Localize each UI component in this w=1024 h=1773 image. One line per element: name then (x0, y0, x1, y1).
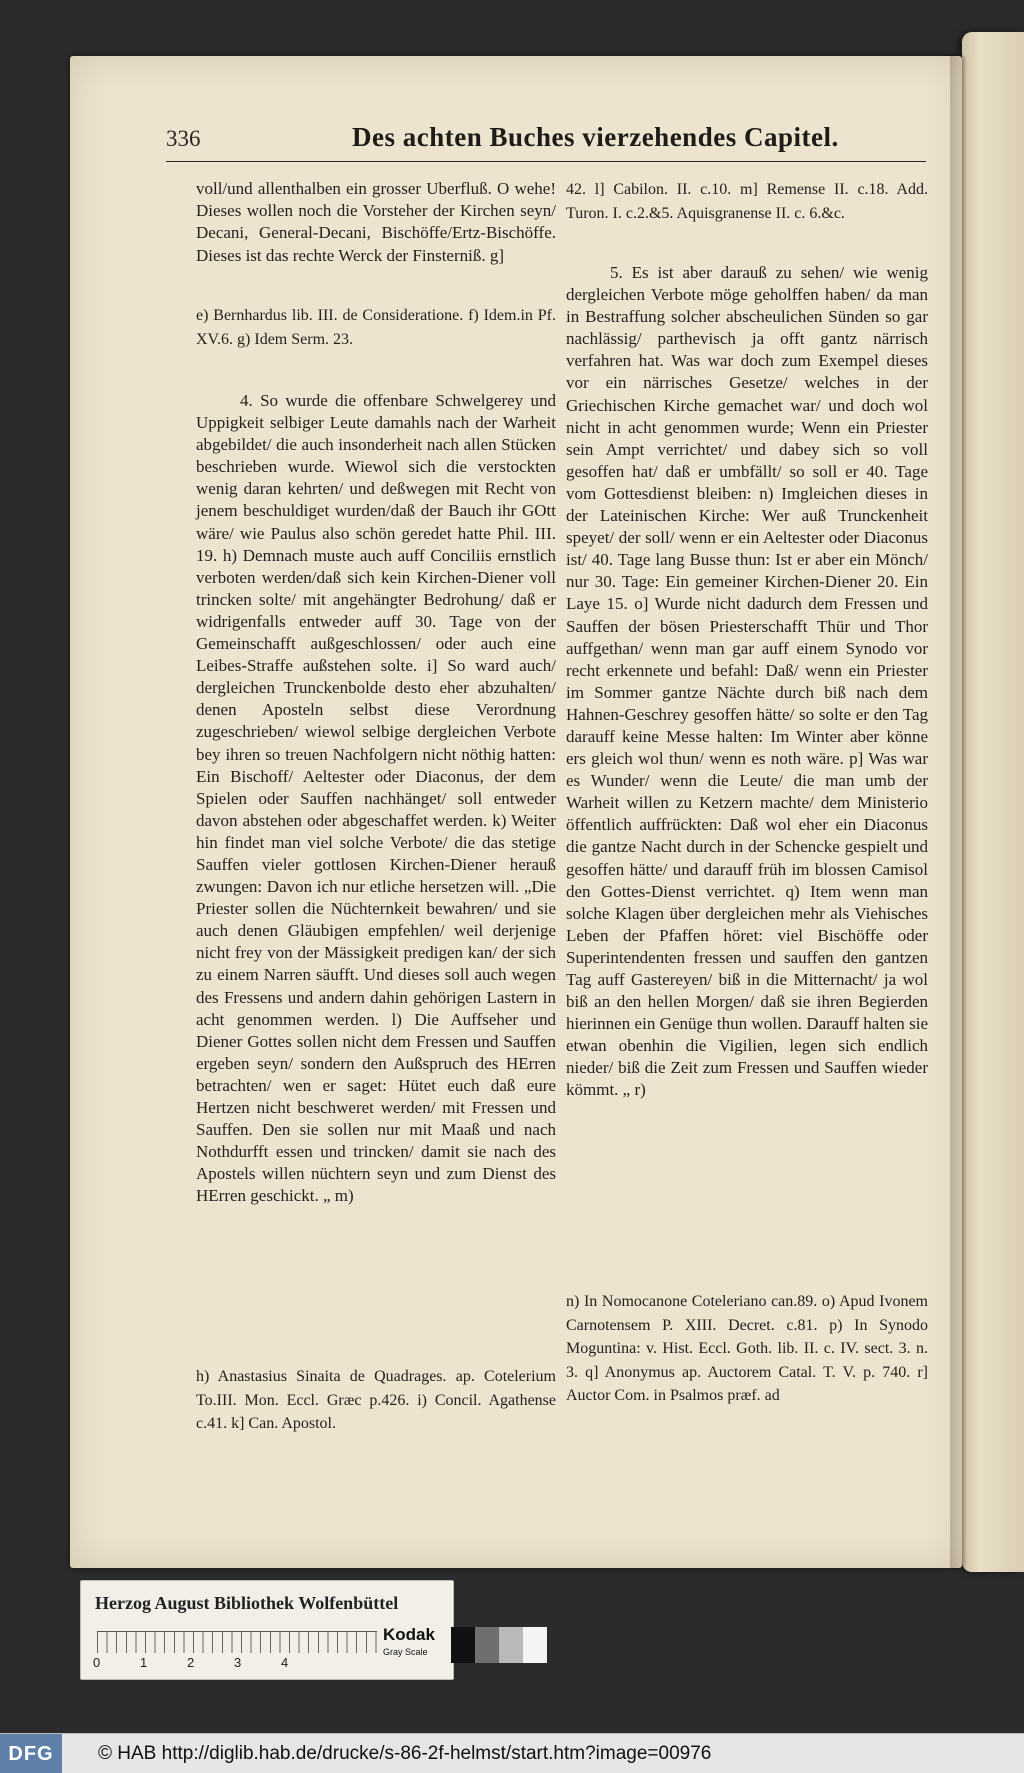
right-footnotes-top: 42. l] Cabilon. II. c.10. m] Remense II. c.18. Add. Turon. I. c.2.&5. Aquisgranense II. c. 6.&c. (566, 181, 928, 222)
right-paragraph-main: 5. Es ist aber darauß zu sehen/ wie wenig dergleichen Verbote möge geholffen haben/ da man in Bestraffung solcher abscheulichen Sünden so gar nachlässig/ parthevisch ja offt gantz närrisch verfahren hat. Was war doch zum Exempel dieses vor ein närrisches Gesetze/ welches in der Griechischen Kirche gemachet war/ und doch wol nicht in acht genommen wurde; Wenn ein Priester sein Ampt verrichtet/ und dabey sich so voll gesoffen hat/ daß er umbfällt/ so soll er 40. Tage vom Gottesdienst bleiben: n) Imgleichen dieses in der Lateinischen Kirche: Wer auß Trunckenheit speyet/ der soll/ wenn er ein Aeltester oder Diaconus ist/ 40. Tage lang Busse thun: Ist er aber ein Mönch/ nur 30. Tage: Ein gemeiner Kirchen-Diener 20. Ein Laye 15. o] Wurde nicht dadurch dem Fressen und Sauffen der bösen Priesterschafft Thür und Thor auffgethan/ wenn man gar auff einem Synodo vor recht erkennete und befahl: Daß/ wenn ein Priester im Sommer gantze Nächte durch biß nach dem Hahnen-Geschrey gesoffen hätte/ so solte er den Tag darauff keine Messe halten: Im Winter aber könne ers gleich wol thun/ wenn es noth wäre. p] Was war es Wunder/ wenn die Leute/ die man umb der Warheit willen zu Ketzern machte/ dem Ministerio öffentlich auffrückten: Daß wol eher ein Diaconus die gantze Nacht durch in der Schencke gespielt und gesoffen hätte/ und darauff früh im blossen Camisol den Gottes-Dienst verrichtet. q) Item wenn man solche Klagen über dergleichen mehr als Viehisches Leben der Pfaffen höret: viel Bischöffe oder Superintendenten fressen und sauffen den gantzen Tag auff Gastereyen/ biß in die Mitternacht/ ja wol biß an den hellen Morgen/ daß sie ihren Begierden hierinnen ein Genüge thun wollen. Darauff halten sie etwan obenhin die Vigilien, legen sich endlich nieder/ biß die Zeit zum Fressen und Sauffen wieder kömmt. „ r) (566, 263, 928, 1100)
viewer-footer (0, 1733, 1024, 1773)
page-header (166, 122, 926, 162)
ruler-number: 4 (281, 1655, 289, 1670)
gray-swatch (451, 1627, 475, 1663)
page-number: 336 (166, 126, 201, 151)
source-link[interactable]: © HAB http://diglib.hab.de/drucke/s-86-2f-helmst/start.htm?image=00976 (98, 1743, 712, 1764)
ruler-numbers (93, 1655, 383, 1673)
ruler-number: 3 (234, 1655, 242, 1670)
left-footnotes-bottom: h) Anastasius Sinaita de Quadrages. ap. Cotelerium To.III. Mon. Eccl. Græc p.426. i) Concil. Agathense c.41. k] Can. Apostol. (196, 1368, 556, 1432)
running-title: Des achten Buches vierzehendes Capitel. (352, 122, 839, 152)
library-name: Herzog August Bibliothek Wolfenbüttel (95, 1593, 399, 1613)
ruler-number: 1 (140, 1655, 148, 1670)
left-paragraph-main: 4. So wurde die offenbare Schwelgerey und Uppigkeit selbiger Leute damahls nach der Warheit abgebildet/ die auch insonderheit nach allen Stücken beschrieben wurde. Wiewol sich die verstockten wenig daran kehrten/ und deßwegen mit Recht von jenem beschuldiget wurden/daß der Bauch ihr GOtt wäre/ wie Paulus also schön geredet hatte Phil. III. 19. h) Demnach muste auch auff Conciliis ernstlich verboten werden/daß sich kein Kirchen-Diener voll trincken solte/ mit angehängter Bedrohung/ daß er widrigenfalls entweder auff 30. Tage von der Gemeinschafft außgeschlossen/ oder auch eine Leibes-Straffe außstehen solte. i] So ward auch/ dergleichen Trunckenbolde desto eher abzuhalten/ denen Aposteln selbst diese Verordnung zugeschrieben/ wiewol selbige dergleichen Verbote bey ihren so treuen Nachfolgern nicht nöthig hatten: Ein Bischoff/ Aeltester oder Diaconus, der dem Spielen oder Sauffen nachhänget/ soll entweder davon abstehen oder abgeschaffet werden. k) Weiter hin findet man viel solche Verbote/ die das stetige Sauffen vieler gottlosen Kirchen-Diener herauß zwungen: Davon ich nur etliche hersetzen will. „Die Priester sollen die Nüchternkeit bewahren/ und sie auch denen Gläubigen empfehlen/ weil derjenige nicht frey von der Mässigkeit predigen kan/ der sich zu einem Narren säufft. Und dieses soll auch wegen des Fressens und andern dahin gehörigen Lastern in acht genommen werden. l) Die Auffseher und Diener Gottes sollen nicht dem Fressen und Sauffen ergeben seyn/ sondern den Außspruch des HErren betrachten/ wen er saget: Hütet euch daß eure Hertzen nicht beschweret werden/ mit Fressen und Sauffen. Den sie sollen nur mit Maaß und nach Nothdurfft essen und trincken/ damit sie nach des Apostels willen nüchtern seyn und zum Dienst des HErren geschickt. „ m) (196, 391, 556, 1206)
gray-swatch (475, 1627, 499, 1663)
gray-scale-label: Gray Scale (383, 1647, 428, 1657)
kodak-logo: Kodak (383, 1625, 435, 1644)
left-paragraph-top: voll/und allenthalben ein grosser Uberfluß. O wehe! Dieses wollen noch die Vorsteher der Kirchen seyn/ Decani, General-Decani, Bischöffe/Ertz-Bischöffe. Dieses ist das rechte Werck der Finsterniß. g] (196, 179, 556, 265)
dfg-logo[interactable]: DFG (0, 1734, 62, 1773)
ruler-number: 0 (93, 1655, 101, 1670)
gray-swatch (523, 1627, 547, 1663)
ruler-number: 2 (187, 1655, 195, 1670)
next-page-edge (962, 32, 1024, 1572)
gray-swatches (451, 1627, 547, 1663)
scale-ruler (97, 1631, 377, 1653)
right-footnotes-bottom: n) In Nomocanone Coteleriano can.89. o) Apud Ivonem Carnotensem P. XIII. Decret. c.81. p) In Synodo Moguntina: v. Hist. Eccl. Goth. lib. II. c. IV. sect. 3. n. 3. q] Anonymus ap. Auctorem Catal. T. V. p. 740. r] Auctor Com. in Psalmos præf. ad (566, 1293, 928, 1404)
book-gutter (950, 56, 966, 1568)
left-footnotes-top: e) Bernhardus lib. III. de Consideratione. f) Idem.in Pf. XV.6. g) Idem Serm. 23. (196, 307, 556, 348)
gray-swatch (499, 1627, 523, 1663)
color-calibration-strip (80, 1580, 454, 1680)
